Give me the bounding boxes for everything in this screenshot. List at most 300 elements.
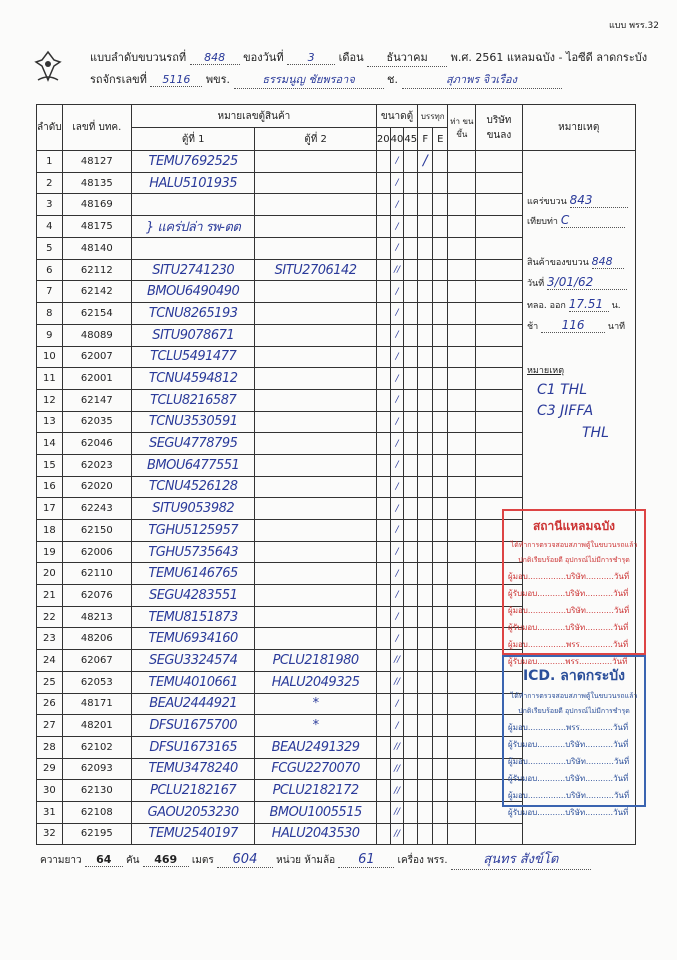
load-e [433, 303, 448, 325]
size-45 [404, 238, 418, 260]
signature: สุนทร สังข์โต [451, 848, 591, 870]
container-1: SEGU4778795 [131, 433, 254, 455]
size-20 [376, 238, 390, 260]
load-e [433, 216, 448, 238]
railway-logo-icon [34, 50, 62, 84]
load-f [418, 628, 433, 650]
load-e [433, 411, 448, 433]
day: 3 [287, 51, 335, 65]
load-f [418, 736, 433, 758]
size-45 [404, 172, 418, 194]
icd-lat-krabang-stamp: ICD. ลาดกระบัง ได้ทำการตรวจสอบสภาพตู้ในขบวนรถแล้ว ปกติเรียบร้อยดี อุปกรณ์ไม่มีการชำรุด ผู้มอบ...............พรร.............วันที่ ผู้รับมอบ...........บริษัท...........วันที่ ผู้มอบ...............บริษัท...........วันที่ ผู้รับมอบ...........บริษัท...........วันที่ ผู้มอบ...............บริษัท...........วันที่ ผู้รับมอบ...........บริษัท...........วันที่ [502, 655, 646, 807]
container-1: DFSU1675700 [131, 715, 254, 737]
col-port: ท่า ขนขึ้น [448, 105, 476, 151]
size-40: / [390, 411, 404, 433]
load-f [418, 303, 433, 325]
size-40: // [390, 736, 404, 758]
port-cell [448, 541, 476, 563]
load-e [433, 563, 448, 585]
size-20 [376, 628, 390, 650]
size-40: / [390, 693, 404, 715]
row-number: 1 [37, 151, 63, 173]
container-2 [255, 346, 376, 368]
size-20 [376, 454, 390, 476]
load-f [418, 476, 433, 498]
size-20 [376, 736, 390, 758]
size-20 [376, 368, 390, 390]
company-cell [476, 281, 522, 303]
container-2 [255, 238, 376, 260]
size-20 [376, 172, 390, 194]
container-2 [255, 628, 376, 650]
vehicle-number: 48171 [62, 693, 131, 715]
load-f [418, 172, 433, 194]
load-e [433, 671, 448, 693]
port-cell [448, 823, 476, 845]
port-cell [448, 259, 476, 281]
train-number: 848 [190, 51, 240, 65]
container-2: BMOU1005515 [255, 801, 376, 823]
container-2: PCLU2181980 [255, 650, 376, 672]
size-45 [404, 780, 418, 802]
load-e [433, 368, 448, 390]
size-40: / [390, 541, 404, 563]
container-2 [255, 303, 376, 325]
form-code: แบบ พรร.32 [608, 21, 659, 31]
size-20 [376, 303, 390, 325]
remarks-note-header: หมายเหตุ [527, 366, 565, 376]
container-1: BMOU6477551 [131, 454, 254, 476]
col-20: 20 [376, 128, 390, 151]
size-45 [404, 194, 418, 216]
size-40: / [390, 454, 404, 476]
container-2 [255, 476, 376, 498]
size-40: / [390, 172, 404, 194]
port-cell [448, 585, 476, 607]
load-f [418, 454, 433, 476]
container-2 [255, 606, 376, 628]
container-1 [131, 194, 254, 216]
container-1: BEAU2444921 [131, 693, 254, 715]
size-40: // [390, 758, 404, 780]
size-40: / [390, 368, 404, 390]
size-40: // [390, 650, 404, 672]
size-40: / [390, 715, 404, 737]
company-cell [476, 346, 522, 368]
row-number: 29 [37, 758, 63, 780]
container-1: TEMU8151873 [131, 606, 254, 628]
vehicle-number: 62130 [62, 780, 131, 802]
row-number: 12 [37, 389, 63, 411]
vehicle-number: 62243 [62, 498, 131, 520]
col-e: E [433, 128, 448, 151]
size-40: / [390, 303, 404, 325]
size-20 [376, 780, 390, 802]
size-40: / [390, 281, 404, 303]
size-45 [404, 628, 418, 650]
size-45 [404, 389, 418, 411]
remarks-date: วันที่ 3/01/62 [527, 275, 627, 290]
container-1: SITU9053982 [131, 498, 254, 520]
remarks-train: สินค้าของขบวน 848 [527, 255, 624, 269]
size-40: / [390, 238, 404, 260]
load-e [433, 172, 448, 194]
port-cell [448, 498, 476, 520]
container-1: BMOU6490490 [131, 281, 254, 303]
load-f [418, 389, 433, 411]
container-2 [255, 454, 376, 476]
load-f [418, 780, 433, 802]
row-number: 5 [37, 238, 63, 260]
vehicle-number: 62142 [62, 281, 131, 303]
container-2: FCGU2270070 [255, 758, 376, 780]
vehicle-number: 62046 [62, 433, 131, 455]
container-1: } แคร่ปล่า รพ-ตต [131, 216, 254, 238]
size-45 [404, 801, 418, 823]
container-2: BEAU2491329 [255, 736, 376, 758]
port-cell [448, 454, 476, 476]
row-number: 23 [37, 628, 63, 650]
container-2 [255, 498, 376, 520]
company-cell [476, 194, 522, 216]
size-20 [376, 563, 390, 585]
port-cell [448, 411, 476, 433]
container-1: TEMU6934160 [131, 628, 254, 650]
port-cell [448, 801, 476, 823]
company-cell [476, 238, 522, 260]
size-45 [404, 368, 418, 390]
vehicle-number: 62150 [62, 520, 131, 542]
container-1: TGHU5735643 [131, 541, 254, 563]
vehicle-number: 62154 [62, 303, 131, 325]
driver-name: ธรรมนูญ ชัยพรอาจ [234, 70, 384, 89]
size-20 [376, 520, 390, 542]
container-1: TCLU8216587 [131, 389, 254, 411]
size-40: / [390, 585, 404, 607]
container-2 [255, 411, 376, 433]
container-1: SITU2741230 [131, 259, 254, 281]
size-45 [404, 715, 418, 737]
size-20 [376, 411, 390, 433]
size-40: / [390, 151, 404, 173]
size-45 [404, 281, 418, 303]
vehicle-number: 62076 [62, 585, 131, 607]
size-20 [376, 671, 390, 693]
size-40: // [390, 259, 404, 281]
container-2 [255, 389, 376, 411]
port-cell [448, 281, 476, 303]
company-cell [476, 216, 522, 238]
load-e [433, 259, 448, 281]
vehicle-number: 48089 [62, 324, 131, 346]
container-2 [255, 324, 376, 346]
size-40: / [390, 194, 404, 216]
size-40: // [390, 780, 404, 802]
container-1: TEMU6146765 [131, 563, 254, 585]
vehicle-number: 62001 [62, 368, 131, 390]
vehicle-number: 48127 [62, 151, 131, 173]
load-f [418, 281, 433, 303]
load-e [433, 151, 448, 173]
port-cell [448, 476, 476, 498]
load-e [433, 454, 448, 476]
row-number: 19 [37, 541, 63, 563]
row-number: 30 [37, 780, 63, 802]
container-1: SEGU3324574 [131, 650, 254, 672]
col-company: บริษัท ขนลง [476, 105, 522, 151]
vehicle-number: 48169 [62, 194, 131, 216]
load-f [418, 324, 433, 346]
company-cell [476, 433, 522, 455]
load-e [433, 736, 448, 758]
size-20 [376, 801, 390, 823]
port-cell [448, 194, 476, 216]
company-cell [476, 324, 522, 346]
container-2: * [255, 715, 376, 737]
table-row [37, 151, 636, 173]
col-no: ลำดับ [37, 105, 63, 151]
load-e [433, 346, 448, 368]
load-e [433, 801, 448, 823]
size-45 [404, 671, 418, 693]
port-cell [448, 715, 476, 737]
size-45 [404, 693, 418, 715]
row-number: 28 [37, 736, 63, 758]
col-container-group: หมายเลขตู้สินค้า [131, 105, 376, 128]
size-40: / [390, 324, 404, 346]
container-2: * [255, 693, 376, 715]
size-40: / [390, 476, 404, 498]
container-2 [255, 541, 376, 563]
size-20 [376, 476, 390, 498]
row-number: 4 [37, 216, 63, 238]
vehicle-number: 48175 [62, 216, 131, 238]
vehicle-number: 62147 [62, 389, 131, 411]
size-20 [376, 259, 390, 281]
row-number: 2 [37, 172, 63, 194]
port-cell [448, 671, 476, 693]
port-cell [448, 346, 476, 368]
size-20 [376, 216, 390, 238]
container-2 [255, 216, 376, 238]
load-f [418, 585, 433, 607]
row-number: 11 [37, 368, 63, 390]
container-2 [255, 520, 376, 542]
size-20 [376, 433, 390, 455]
container-1: TGHU5125957 [131, 520, 254, 542]
load-e [433, 780, 448, 802]
size-45 [404, 476, 418, 498]
size-45 [404, 585, 418, 607]
vehicle-number: 48140 [62, 238, 131, 260]
row-number: 22 [37, 606, 63, 628]
port-cell [448, 563, 476, 585]
load-e [433, 693, 448, 715]
col-40: 40 [390, 128, 404, 151]
port-cell [448, 238, 476, 260]
load-f [418, 498, 433, 520]
footer-summary: ความยาว 64 คัน 469 เมตร 604 หน่วย ห้ามล้อ 61 เครื่อง พรร. สุนทร สังข์โต [40, 848, 591, 870]
size-20 [376, 758, 390, 780]
container-2 [255, 585, 376, 607]
load-e [433, 823, 448, 845]
company-cell [476, 389, 522, 411]
load-f [418, 823, 433, 845]
col-45: 45 [404, 128, 418, 151]
container-1: TCNU3530591 [131, 411, 254, 433]
load-f [418, 194, 433, 216]
company-cell [476, 368, 522, 390]
company-cell [476, 823, 522, 845]
col-f: F [418, 128, 433, 151]
size-20 [376, 693, 390, 715]
size-20 [376, 498, 390, 520]
size-40: / [390, 628, 404, 650]
size-40: // [390, 823, 404, 845]
size-20 [376, 585, 390, 607]
container-1: SITU9078671 [131, 324, 254, 346]
size-45 [404, 606, 418, 628]
row-number: 16 [37, 476, 63, 498]
row-number: 20 [37, 563, 63, 585]
port-cell [448, 736, 476, 758]
vehicle-number: 62195 [62, 823, 131, 845]
port-cell [448, 368, 476, 390]
container-1: TCNU8265193 [131, 303, 254, 325]
container-1: DFSU1673165 [131, 736, 254, 758]
col-remark: หมายเหตุ [522, 105, 635, 151]
load-e [433, 433, 448, 455]
size-45 [404, 563, 418, 585]
port-cell [448, 216, 476, 238]
row-number: 10 [37, 346, 63, 368]
remarks-note-3: THL [582, 425, 609, 441]
size-20 [376, 823, 390, 845]
company-cell [476, 259, 522, 281]
container-2: SITU2706142 [255, 259, 376, 281]
vehicle-number: 62035 [62, 411, 131, 433]
vehicle-number: 48201 [62, 715, 131, 737]
size-45 [404, 303, 418, 325]
port-cell [448, 303, 476, 325]
load-e [433, 281, 448, 303]
row-number: 8 [37, 303, 63, 325]
port-cell [448, 628, 476, 650]
row-number: 6 [37, 259, 63, 281]
vehicle-number: 62108 [62, 801, 131, 823]
load-f [418, 411, 433, 433]
row-number: 18 [37, 520, 63, 542]
row-number: 32 [37, 823, 63, 845]
container-1: TEMU2540197 [131, 823, 254, 845]
container-2 [255, 194, 376, 216]
vehicle-number: 62007 [62, 346, 131, 368]
loco-number: 5116 [150, 73, 202, 87]
vehicle-number: 48213 [62, 606, 131, 628]
container-2 [255, 563, 376, 585]
vehicle-number: 62006 [62, 541, 131, 563]
size-20 [376, 650, 390, 672]
vehicle-number: 62020 [62, 476, 131, 498]
vehicle-number: 62110 [62, 563, 131, 585]
vehicle-number: 48135 [62, 172, 131, 194]
vehicle-number: 62067 [62, 650, 131, 672]
row-number: 31 [37, 801, 63, 823]
load-f: / [418, 151, 433, 173]
size-20 [376, 541, 390, 563]
size-45 [404, 411, 418, 433]
company-cell [476, 151, 522, 173]
size-20 [376, 324, 390, 346]
row-number: 26 [37, 693, 63, 715]
load-f [418, 801, 433, 823]
meters: 604 [217, 852, 273, 868]
load-e [433, 324, 448, 346]
container-1: TCNU4594812 [131, 368, 254, 390]
size-40: / [390, 433, 404, 455]
load-e [433, 585, 448, 607]
size-45 [404, 151, 418, 173]
size-20 [376, 194, 390, 216]
container-1: SEGU4283551 [131, 585, 254, 607]
laem-chabang-stamp: สถานีแหลมฉบัง ได้ทำการตรวจสอบสภาพตู้ในขบวนรถแล้ว ปกติเรียบร้อยดี อุปกรณ์ไม่มีการชำรุด ผู้มอบ...............บริษัท...........วันที่ ผู้รับมอบ...........บริษัท...........วันที่ ผู้มอบ...............บริษัท...........วันที่ ผู้รับมอบ...........บริษัท...........วันที่ ผู้มอบ...............พรร.............วันที่ ผู้รับมอบ...........พรร.............วันที่ [502, 509, 646, 655]
container-2 [255, 151, 376, 173]
load-e [433, 476, 448, 498]
remarks-depart: ทลอ. ออก 17.51 น. [527, 297, 621, 311]
load-f [418, 563, 433, 585]
size-45 [404, 650, 418, 672]
load-f [418, 346, 433, 368]
row-number: 14 [37, 433, 63, 455]
row-number: 25 [37, 671, 63, 693]
row-number: 9 [37, 324, 63, 346]
vehicle-number: 48206 [62, 628, 131, 650]
col-load-group: บรรทุก [418, 105, 448, 128]
vehicle-number: 62053 [62, 671, 131, 693]
load-f [418, 216, 433, 238]
container-2 [255, 433, 376, 455]
container-2: HALU2049325 [255, 671, 376, 693]
port-cell [448, 151, 476, 173]
row-number: 7 [37, 281, 63, 303]
size-40: / [390, 498, 404, 520]
remarks-late: ช้า 116 นาที [527, 318, 626, 332]
remarks-port: เทียบท่า C [527, 213, 625, 228]
load-f [418, 368, 433, 390]
size-20 [376, 151, 390, 173]
col-cont2: ตู้ที่ 2 [255, 128, 376, 151]
size-20 [376, 281, 390, 303]
load-e [433, 715, 448, 737]
load-f [418, 520, 433, 542]
port-cell [448, 606, 476, 628]
size-45 [404, 324, 418, 346]
size-45 [404, 433, 418, 455]
company-cell [476, 303, 522, 325]
port-cell [448, 780, 476, 802]
remarks-note-1: C1 THL [537, 382, 588, 398]
load-f [418, 433, 433, 455]
length-cars: 64 [85, 853, 123, 867]
port-cell [448, 520, 476, 542]
load-e [433, 628, 448, 650]
size-40: / [390, 346, 404, 368]
size-45 [404, 498, 418, 520]
load-e [433, 498, 448, 520]
container-1: TCLU5491477 [131, 346, 254, 368]
size-45 [404, 758, 418, 780]
load-f [418, 650, 433, 672]
